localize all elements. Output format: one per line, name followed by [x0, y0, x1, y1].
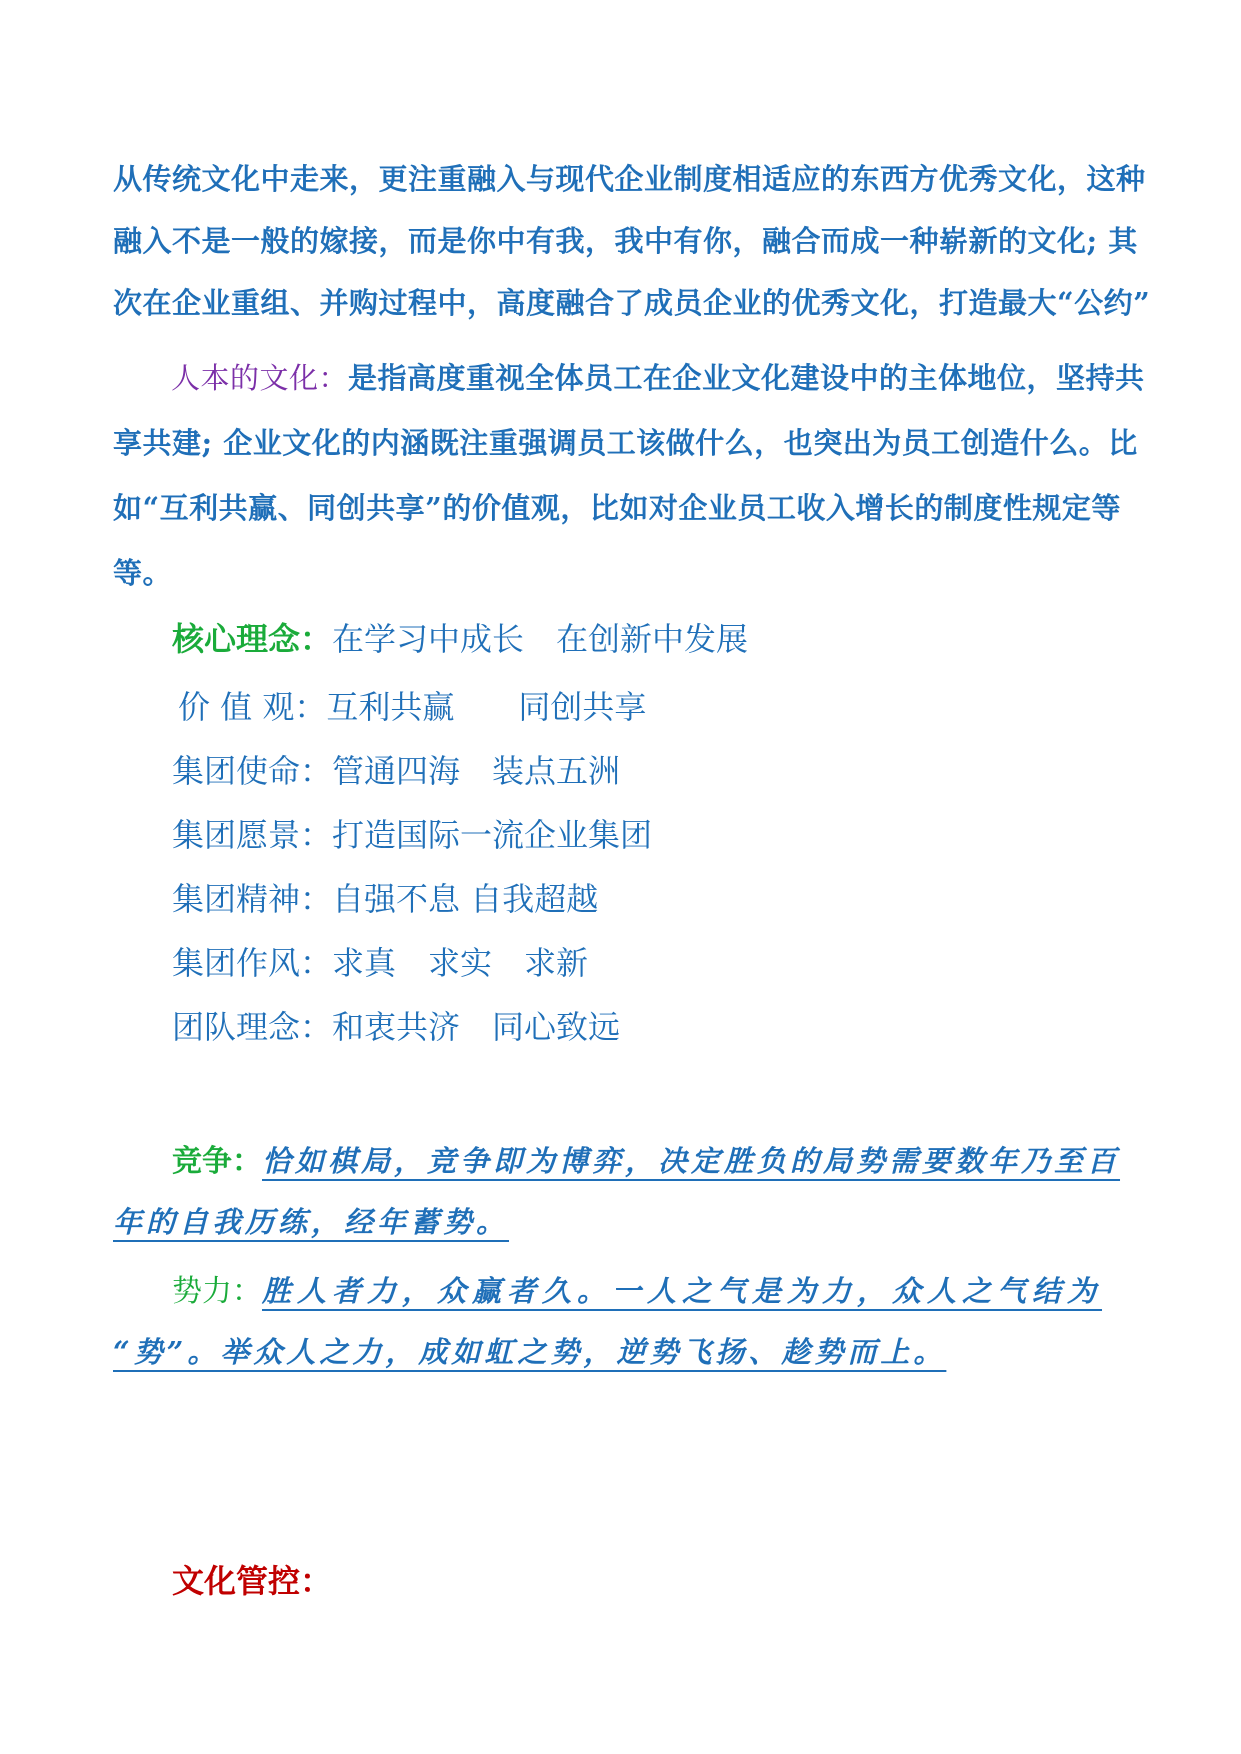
value-team-concept — [172, 1002, 620, 1048]
value-label: 集团愿景： — [172, 816, 333, 854]
competition-line — [172, 1136, 1120, 1180]
value-values — [178, 682, 646, 728]
power-text: 胜人者力，众赢者久。一人之气是为力，众人之气结为 — [262, 1274, 1103, 1308]
value-text: 求真 求实 求新 — [332, 944, 589, 982]
value-label: 集团作风： — [172, 944, 333, 982]
power-line — [172, 1266, 1102, 1310]
competition-text: 恰如棋局，竞争即为博弈，决定胜负的局势需要数年乃至百 — [262, 1144, 1121, 1178]
intro-paragraph — [113, 148, 1151, 334]
humanist-paragraph — [113, 346, 1145, 606]
value-label: 核心理念： — [172, 620, 333, 658]
value-text: 互利共赢 同创共享 — [326, 688, 647, 726]
value-text: 自强不息 自我超越 — [332, 880, 599, 918]
humanist-label: 人本的文化： — [171, 361, 349, 395]
humanist-line: 如“互利共赢、同创共享”的价值观，比如对企业员工收入增长的制度性规定等 — [113, 491, 1121, 525]
competition-label: 竞争： — [172, 1144, 262, 1179]
value-spirit — [172, 874, 598, 920]
value-label: 集团精神： — [172, 880, 333, 918]
value-vision — [172, 810, 652, 856]
intro-line: 次在企业重组、并购过程中，高度融合了成员企业的优秀文化，打造最大“公约” — [113, 286, 1151, 320]
intro-line: 融入不是一般的嫁接，而是你中有我，我中有你，融合而成一种崭新的文化; 其 — [113, 224, 1138, 258]
value-label: 价 值 观： — [178, 688, 327, 726]
value-style — [172, 938, 588, 984]
value-mission — [172, 746, 620, 792]
value-text: 打造国际一流企业集团 — [332, 816, 653, 854]
humanist-line: 等。 — [113, 556, 173, 590]
humanist-line: 享共建; 企业文化的内涵既注重强调员工该做什么，也突出为员工创造什么。比 — [113, 426, 1138, 460]
value-label: 集团使命： — [172, 752, 333, 790]
power-text: “势”。举众人之力，成如虹之势，逆势飞扬、趁势而上。 — [113, 1335, 947, 1369]
competition-text: 年的自我历练，经年蓄势。 — [113, 1205, 510, 1239]
power-line — [113, 1330, 946, 1371]
humanist-text: 是指高度重视全体员工在企业文化建设中的主体地位，坚持共 — [348, 361, 1145, 395]
intro-line: 从传统文化中走来，更注重融入与现代企业制度相适应的东西方优秀文化，这种 — [113, 162, 1146, 196]
control-heading: 文化管控： — [172, 1562, 333, 1600]
value-label: 团队理念： — [172, 1008, 333, 1046]
value-text: 管通四海 装点五洲 — [332, 752, 621, 790]
competition-line — [113, 1200, 509, 1241]
value-text: 在学习中成长 在创新中发展 — [332, 620, 749, 658]
power-label: 势力： — [172, 1274, 262, 1309]
humanist-first-line — [113, 346, 1145, 411]
value-core-concept — [172, 614, 748, 660]
value-text: 和衷共济 同心致远 — [332, 1008, 621, 1046]
